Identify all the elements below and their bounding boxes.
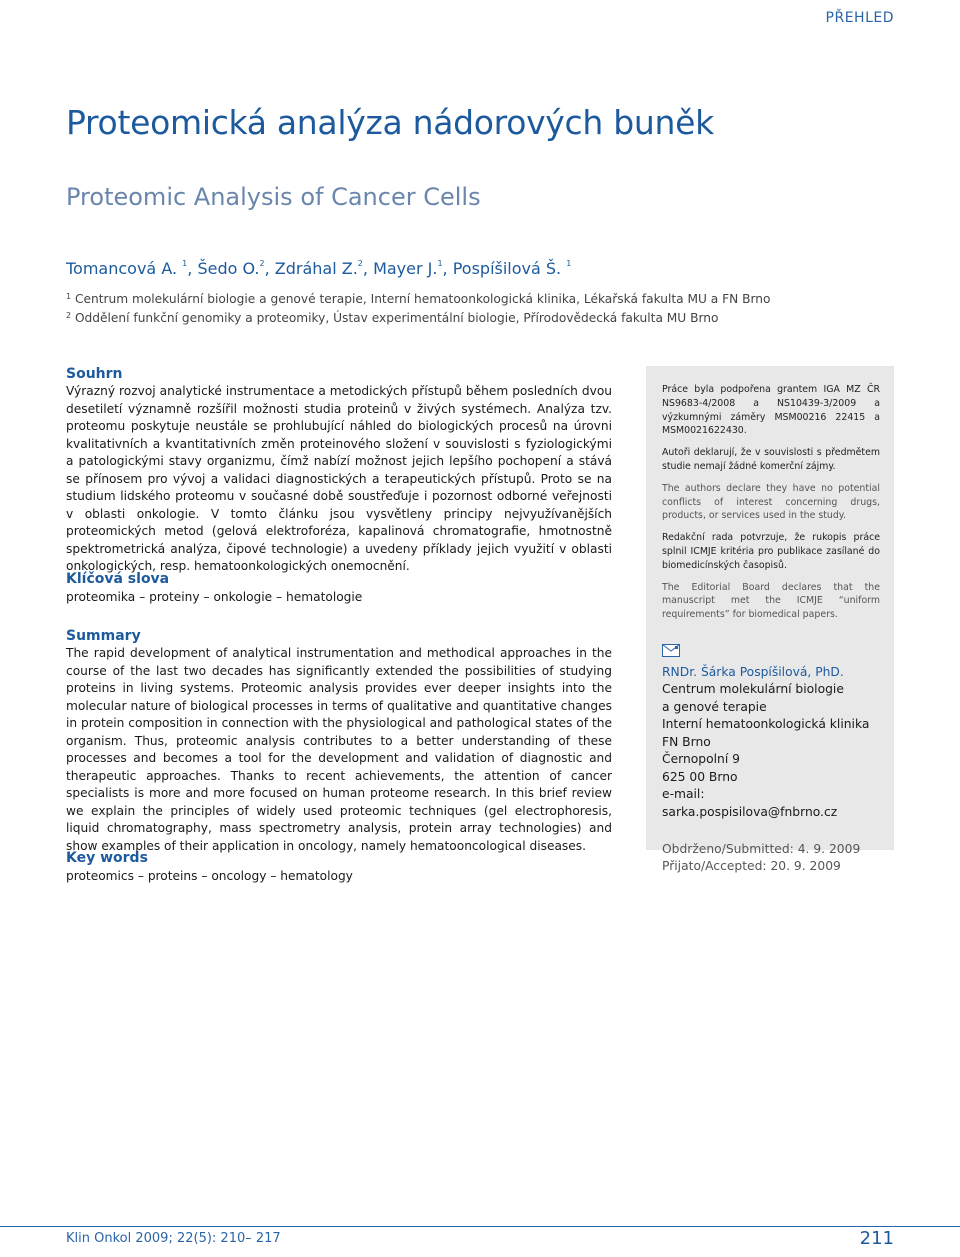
correspondence-address [662,664,880,822]
author-name: Šedo O. [197,259,260,278]
address-line: a genové terapie [662,699,767,714]
author-name: Tomancová A. [66,259,178,278]
affiliation-number: 1 [66,292,72,301]
key-words-text: proteomics – proteins – oncology – hematology [66,869,353,883]
klicova-slova-heading: Klíčová slova [66,571,170,587]
summary-section [66,628,612,855]
souhrn-text: Výrazný rozvoj analytické instrumentace a metodických přístupů během posledních dvou desetiletí významně rozšířil možnosti studia proteinů v živých systémech. Analýza tzv. proteomu poskytuje neustále se prohlubující náhled do biologických procesů na úrovni kvalitativních a kvantitativních změn proteinového složení v souvislosti s fyziologickými a patologickými stavy organizmu, čímž nabízí možnost jejich lepšího pochopení a stává se přínosem pro vývoj a validaci diagnostických a terapeutických přístupů. Proto se na studium lidského proteomu v současné době soustřeďuje i pozornost odborné veřejnosti v oblasti onkologie. V tomto článku jsou vysvětleny principy nejvyužívanějších proteomických metod (gelová elektroforéza, kapalinová chromatografie, hmotnostně spektrometrická analýza, čipové technologie) a uvedeny příklady jejich využití v oblasti onkologických, resp. hematoonkologických onemocnění. [66,384,612,573]
souhrn-section [66,366,612,576]
article-title: Proteomická analýza nádorových buněk [66,103,714,142]
affiliation-2 [66,311,718,325]
address-line: Centrum molekulární biologie [662,682,844,697]
summary-text: The rapid development of analytical instrumentation and methodical approaches in the course of the last two decades has significantly extended the possibilities of studying proteins in living systems. Proteomic analysis provides ever deeper insights into the molecular nature of biological processes in terms of qualitative and quantitative changes in protein composition in connection with the physiological and pathological states of the organism. Thus, proteomic analysis contributes to a better understanding of these processes and becomes a tool for the development and validation of diagnostic and therapeutic approaches. Thanks to recent achievements, the attention of cancer specialists is more and more focused on human proteome research. In this brief review we explain the principles of widely used proteomic techniques (gel electrophoresis, liquid chromatography, mass spectrometry analysis, protein array technologies) and show examples of their application in oncology, namely hematooncological diseases. [66,646,612,853]
conflict-note-cz: Autoři deklarují, že v souvislosti s předmětem studie nemají žádné komerční zájmy. [662,447,880,472]
author-name: Pospíšilová Š. [452,259,562,278]
conflict-note-en: The authors declare they have no potential conflicts of interest concerning drugs, products, or services used in the study. [662,482,880,522]
section-label: PŘEHLED [825,10,894,26]
page-footer [0,1226,960,1257]
address-line: FN Brno [662,734,711,749]
key-words-heading: Key words [66,850,148,866]
accepted-date: Přijato/Accepted: 20. 9. 2009 [662,858,841,873]
summary-heading: Summary [66,628,141,644]
sidebar-box [646,366,894,873]
author-affiliation-marker: 2 [357,259,363,268]
affiliation-number: 2 [66,311,72,320]
affiliation-text: Oddělení funkční genomiky a proteomiky, Ústav experimentální biologie, Přírodovědecká fakulta MU Brno [74,311,719,325]
author-affiliation-marker: 1 [566,259,572,268]
dates-block [662,841,880,874]
author-name: Zdráhal Z. [274,259,358,278]
author-affiliation-marker: 1 [437,259,443,268]
author-affiliation-marker: 2 [259,259,265,268]
grant-note: Práce byla podpořena grantem IGA MZ ČR NS9683-4/2008 a NS10439-3/2009 a výzkumnými záměry MSM00216 22415 a MSM0021622430. [662,384,880,437]
address-line: Interní hematoonkologická klinika [662,717,870,732]
envelope-icon [662,644,680,657]
address-line: 625 00 Brno [662,769,738,784]
affiliation-1 [66,292,770,306]
contact-name: RNDr. Šárka Pospíšilová, PhD. [662,664,844,679]
affiliation-text: Centrum molekulární biologie a genové terapie, Interní hematoonkologická klinika, Lékařská fakulta MU a FN Brno [74,292,771,306]
klicova-slova-text: proteomika – proteiny – onkologie – hematologie [66,590,363,604]
souhrn-heading: Souhrn [66,366,123,382]
author-affiliation-marker: 1 [182,259,188,268]
journal-citation: Klin Onkol 2009; 22(5): 210– 217 [66,1231,281,1246]
email-line: e-mail: sarka.pospisilova@fnbrno.cz [662,787,838,819]
article-subtitle: Proteomic Analysis of Cancer Cells [66,183,481,211]
author-list: Tomancová A. $^1$, Šedo O.$^2$, Zdráhal Z.$^2$, Mayer J.$^1$, Pospíšilová Š. $^1$ [66,259,572,278]
page-number: 211 [859,1228,894,1249]
klicova-slova-section [66,571,612,604]
key-words-section [66,850,612,883]
submitted-date: Obdrženo/Submitted: 4. 9. 2009 [662,842,861,857]
address-line: Černopolní 9 [662,752,740,767]
icmje-note-cz: Redakční rada potvrzuje, že rukopis práce splnil ICMJE kritéria pro publikace zasílané do biomedicínských časopisů. [662,532,880,571]
icmje-note-en: The Editorial Board declares that the manuscript met the ICMJE “uniform requirements” for biomedical papers. [662,581,880,621]
author-name: Mayer J. [373,259,438,278]
